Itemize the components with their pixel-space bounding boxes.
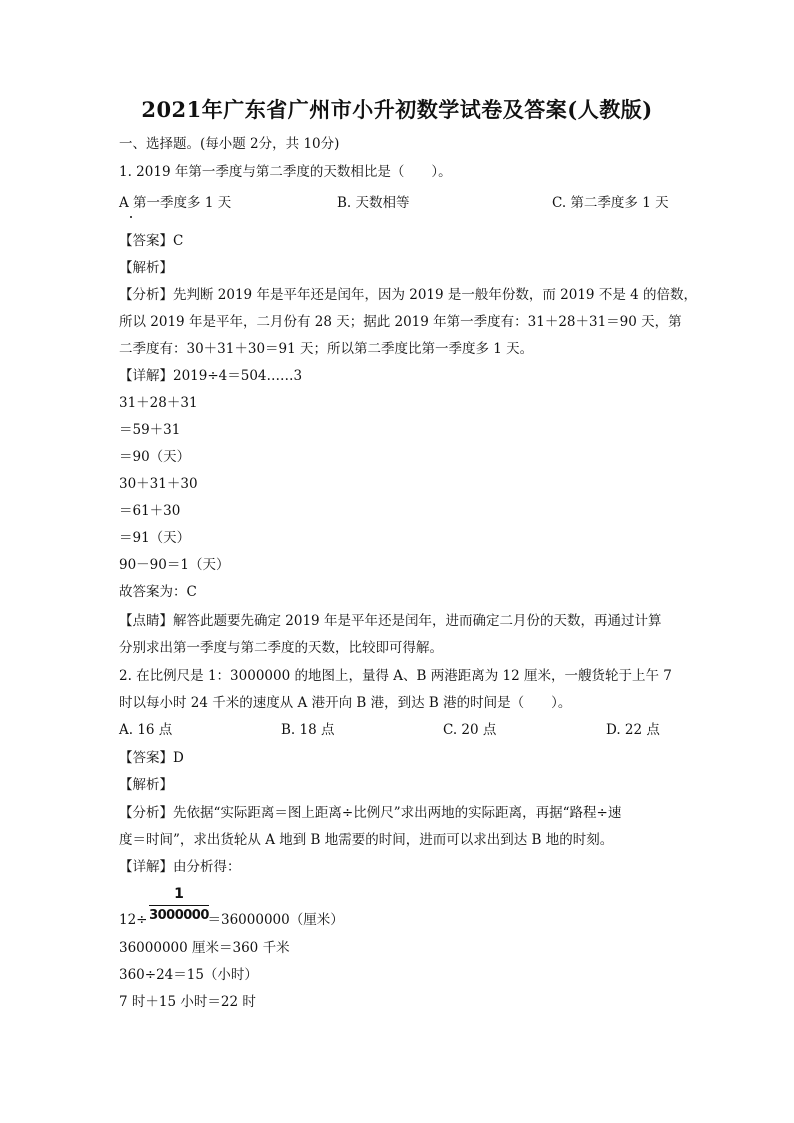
- question-2-options: [119, 720, 699, 740]
- fraction-prefix: 12÷: [119, 912, 148, 928]
- analysis-line: 度＝时间”，求出货轮从 A 地到 B 地需要的时间，进而可以求出到达 B 地的时刻。: [119, 832, 614, 848]
- answer-label: 【答案】D: [119, 750, 184, 766]
- option-b: B. 天数相等: [337, 195, 410, 211]
- option-a: A 第一季度多 1 天: [119, 195, 232, 211]
- detail-line: 【详解】2019÷4＝504……3: [119, 368, 303, 384]
- detail-line: ＝90（天）: [119, 449, 191, 465]
- section-heading: 一、选择题。(每小题 2分，共 10分): [119, 136, 340, 152]
- question-1-stem: 1. 2019 年第一季度与第二季度的天数相比是（ ）。: [119, 164, 452, 180]
- detail-line: ＝59＋31: [119, 422, 181, 438]
- question-2-stem: 2. 在比例尺是 1：3000000 的地图上，量得 A、B 两港距离为 12 厘米，一艘货轮于上午 7: [119, 668, 672, 684]
- analysis-line: 【分析】先判断 2019 年是平年还是闰年，因为 2019 是一般年份数，而 2019 不是 4 的倍数，: [119, 287, 697, 303]
- option-a: A. 16 点: [119, 722, 173, 738]
- detail-line: 36000000 厘米＝360 千米: [119, 940, 290, 956]
- fraction-numerator: 1: [174, 886, 184, 902]
- analysis-heading: 【解析】: [119, 777, 173, 793]
- analysis-heading: 【解析】: [119, 260, 173, 276]
- detail-heading: 【详解】由分析得：: [119, 859, 241, 875]
- detail-line: ＝91（天）: [119, 530, 191, 546]
- fraction-equation: [119, 910, 344, 930]
- question-2-stem: 时以每小时 24 千米的速度从 A 港开向 B 港，到达 B 港的时间是（ ）。: [119, 695, 572, 711]
- comment-line: 分别求出第一季度与第二季度的天数，比较即可得解。: [119, 640, 443, 656]
- analysis-line: 二季度有：30＋31＋30＝91 天；所以第二季度比第一季度多 1 天。: [119, 341, 534, 357]
- fraction-result: ＝36000000（厘米）: [207, 912, 344, 928]
- comment-line: 【点睛】解答此题要先确定 2019 年是平年还是闰年，进而确定二月份的天数，再通过计算: [119, 613, 662, 629]
- emphasis-dot: [130, 216, 132, 218]
- final-answer-line: 故答案为：C: [119, 584, 197, 600]
- option-d: D. 22 点: [606, 722, 660, 738]
- analysis-line: 【分析】先依据“实际距离＝图上距离÷比例尺”求出两地的实际距离，再据“路程÷速: [119, 805, 622, 821]
- page-title: 2021年广东省广州市小升初数学试卷及答案(人教版): [141, 97, 653, 122]
- answer-label: 【答案】C: [119, 233, 184, 249]
- detail-line: 30＋31＋30: [119, 476, 198, 492]
- analysis-line: 所以 2019 年是平年，二月份有 28 天；据此 2019 年第一季度有：31＋28＋31＝90 天，第: [119, 314, 682, 330]
- detail-line: 90－90＝1（天）: [119, 557, 230, 573]
- fraction-denominator: 3000000: [149, 908, 209, 923]
- detail-line: 7 时＋15 小时＝22 时: [119, 994, 256, 1010]
- option-c: C. 20 点: [443, 722, 497, 738]
- question-1-options: [119, 193, 699, 213]
- detail-line: ＝61＋30: [119, 503, 181, 519]
- detail-line: 31＋28＋31: [119, 395, 198, 411]
- option-c: C. 第二季度多 1 天: [552, 195, 669, 211]
- option-b: B. 18 点: [281, 722, 335, 738]
- fraction-bar: [149, 905, 209, 906]
- detail-line: 360÷24＝15（小时）: [119, 967, 258, 983]
